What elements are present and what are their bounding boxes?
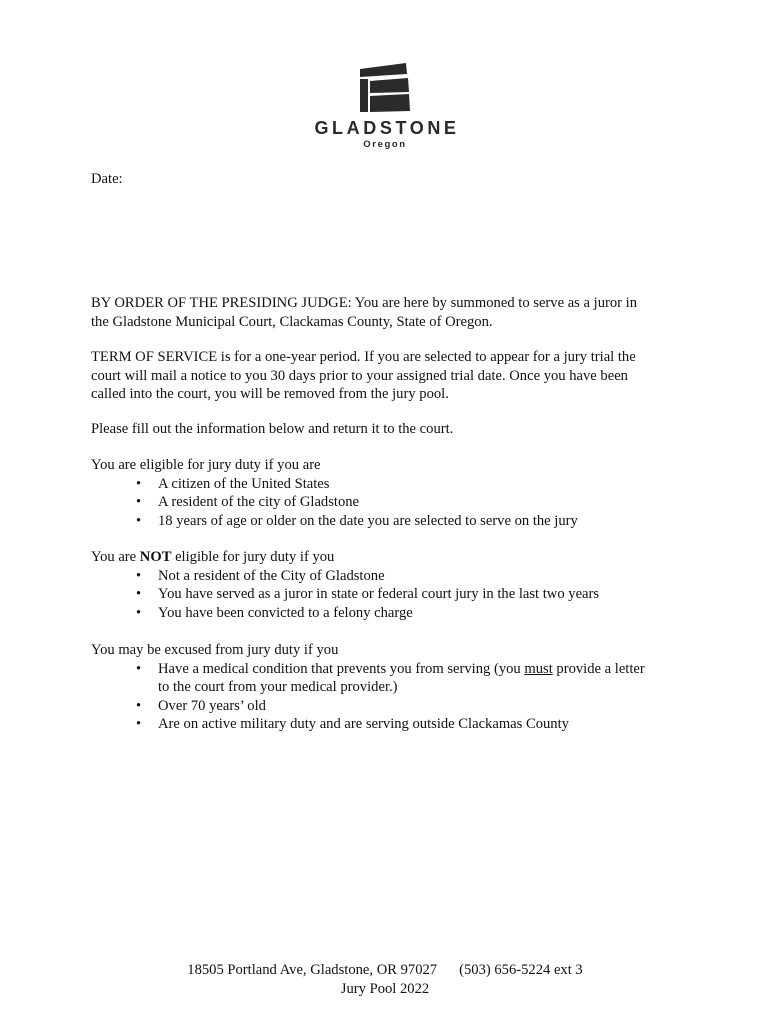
letterhead-logo bbox=[0, 62, 770, 151]
excused-section bbox=[91, 641, 691, 734]
list-item: • Not a resident of the City of Gladstone bbox=[91, 567, 691, 586]
list-item: • Are on active military duty and are serving outside Clackamas County bbox=[91, 715, 691, 734]
summons-paragraph bbox=[91, 294, 691, 331]
summons-line: BY ORDER OF THE PRESIDING JUDGE: You are here by summoned to serve as a juror in bbox=[91, 295, 638, 311]
footer bbox=[0, 961, 770, 998]
footer-phone: (503) 656-5224 ext 3 bbox=[459, 962, 583, 978]
term-line: court will mail a notice to you 30 days prior to your assigned trial date. Once you have been bbox=[91, 367, 628, 384]
not-eligible-section bbox=[91, 548, 691, 622]
list-item: • A resident of the city of Gladstone bbox=[91, 493, 691, 512]
not-eligible-heading: You are NOT eligible for jury duty if you bbox=[91, 549, 335, 565]
eligible-heading: You are eligible for jury duty if you are bbox=[91, 457, 321, 473]
term-line: called into the court, you will be removed from the jury pool. bbox=[91, 386, 449, 403]
list-item: • Over 70 years’ old bbox=[91, 697, 691, 716]
footer-address: 18505 Portland Ave, Gladstone, OR 97027 bbox=[187, 962, 438, 978]
term-of-service-paragraph bbox=[91, 348, 691, 404]
eligible-list bbox=[91, 475, 691, 531]
logo-wordmark: GLADSTONE bbox=[314, 118, 460, 138]
not-emphasis: NOT bbox=[139, 549, 172, 565]
list-item: • A citizen of the United States bbox=[91, 475, 691, 494]
date-label: Date: bbox=[91, 171, 123, 187]
term-line: TERM OF SERVICE is for a one-year period. If you are selected to appear for a jury trial the bbox=[91, 349, 636, 365]
gladstone-logo-icon bbox=[356, 62, 414, 114]
summons-line: the Gladstone Municipal Court, Clackamas County, State of Oregon. bbox=[91, 313, 493, 330]
list-item: • You have been convicted to a felony charge bbox=[91, 604, 691, 623]
excused-heading: You may be excused from jury duty if you bbox=[91, 642, 339, 658]
not-eligible-list bbox=[91, 567, 691, 623]
excused-list bbox=[91, 660, 691, 734]
footer-contact bbox=[0, 961, 770, 980]
list-item: • Have a medical condition that prevents you from serving (you must provide a letter to the court from your medical provider.) bbox=[91, 660, 691, 697]
list-item: • 18 years of age or older on the date you are selected to serve on the jury bbox=[91, 512, 691, 531]
eligible-section bbox=[91, 456, 691, 530]
list-item: • You have served as a juror in state or federal court jury in the last two years bbox=[91, 585, 691, 604]
logo-subtitle: Oregon bbox=[363, 139, 407, 150]
must-emphasis: must bbox=[524, 660, 553, 677]
instructions: Please fill out the information below and return it to the court. bbox=[91, 421, 454, 437]
footer-title: Jury Pool 2022 bbox=[340, 980, 430, 997]
